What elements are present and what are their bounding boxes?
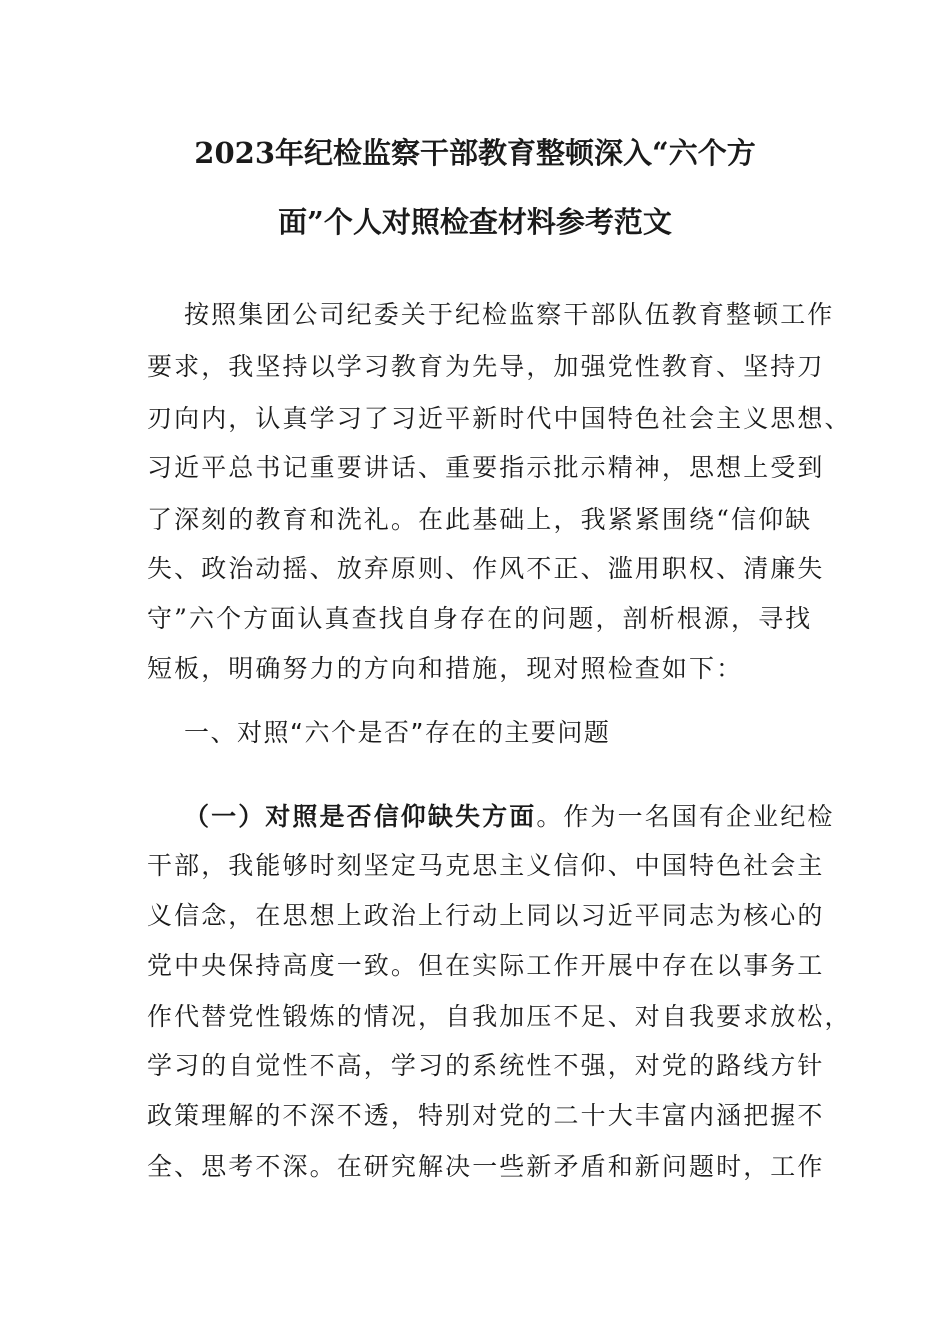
subsection-paragraph-line: 政策理解的不深不透，特别对党的二十大丰富内涵把握不 bbox=[147, 1101, 825, 1130]
subsection-first-line bbox=[184, 804, 854, 830]
subsection-paragraph-line: 学习的自觉性不高，学习的系统性不强，对党的路线方针 bbox=[147, 1051, 825, 1080]
intro-paragraph-line: 短板，明确努力的方向和措施，现对照检查如下： bbox=[147, 654, 744, 683]
subsection-paragraph-line: 党中央保持高度一致。但在实际工作开展中存在以事务工 bbox=[147, 951, 825, 980]
subsection-first-line-rest: 。作为一名国有企业纪检 bbox=[536, 802, 835, 831]
document-title-line-2: 面”个人对照检查材料参考范文 bbox=[278, 205, 672, 239]
intro-paragraph-line: 刃向内，认真学习了习近平新时代中国特色社会主义思想、 bbox=[147, 404, 852, 433]
section-heading: 一、对照“六个是否”存在的主要问题 bbox=[184, 718, 611, 747]
subsection-lead: （一）对照是否信仰缺失方面 bbox=[184, 802, 537, 831]
intro-paragraph-line: 按照集团公司纪委关于纪检监察干部队伍教育整顿工作 bbox=[184, 300, 835, 329]
intro-paragraph-line: 失、政治动摇、放弃原则、作风不正、滥用职权、清廉失 bbox=[147, 554, 825, 583]
subsection-paragraph-line: 义信念，在思想上政治上行动上同以习近平同志为核心的 bbox=[147, 901, 825, 930]
intro-paragraph-line: 习近平总书记重要讲话、重要指示批示精神，思想上受到 bbox=[147, 453, 825, 482]
intro-paragraph-line: 守”六个方面认真查找自身存在的问题，剖析根源，寻找 bbox=[147, 604, 813, 633]
intro-paragraph-line: 了深刻的教育和洗礼。在此基础上，我紧紧围绕“信仰缺 bbox=[147, 505, 813, 534]
subsection-paragraph-line: 全、思考不深。在研究解决一些新矛盾和新问题时，工作 bbox=[147, 1152, 825, 1181]
document-title-line-1: 2023年纪检监察干部教育整顿深入“六个方 bbox=[194, 136, 756, 170]
subsection-paragraph-line: 干部，我能够时刻坚定马克思主义信仰、中国特色社会主 bbox=[147, 851, 825, 880]
subsection-paragraph-line: 作代替党性锻炼的情况，自我加压不足、对自我要求放松， bbox=[147, 1002, 852, 1031]
intro-paragraph-line: 要求，我坚持以学习教育为先导，加强党性教育、坚持刀 bbox=[147, 352, 825, 381]
